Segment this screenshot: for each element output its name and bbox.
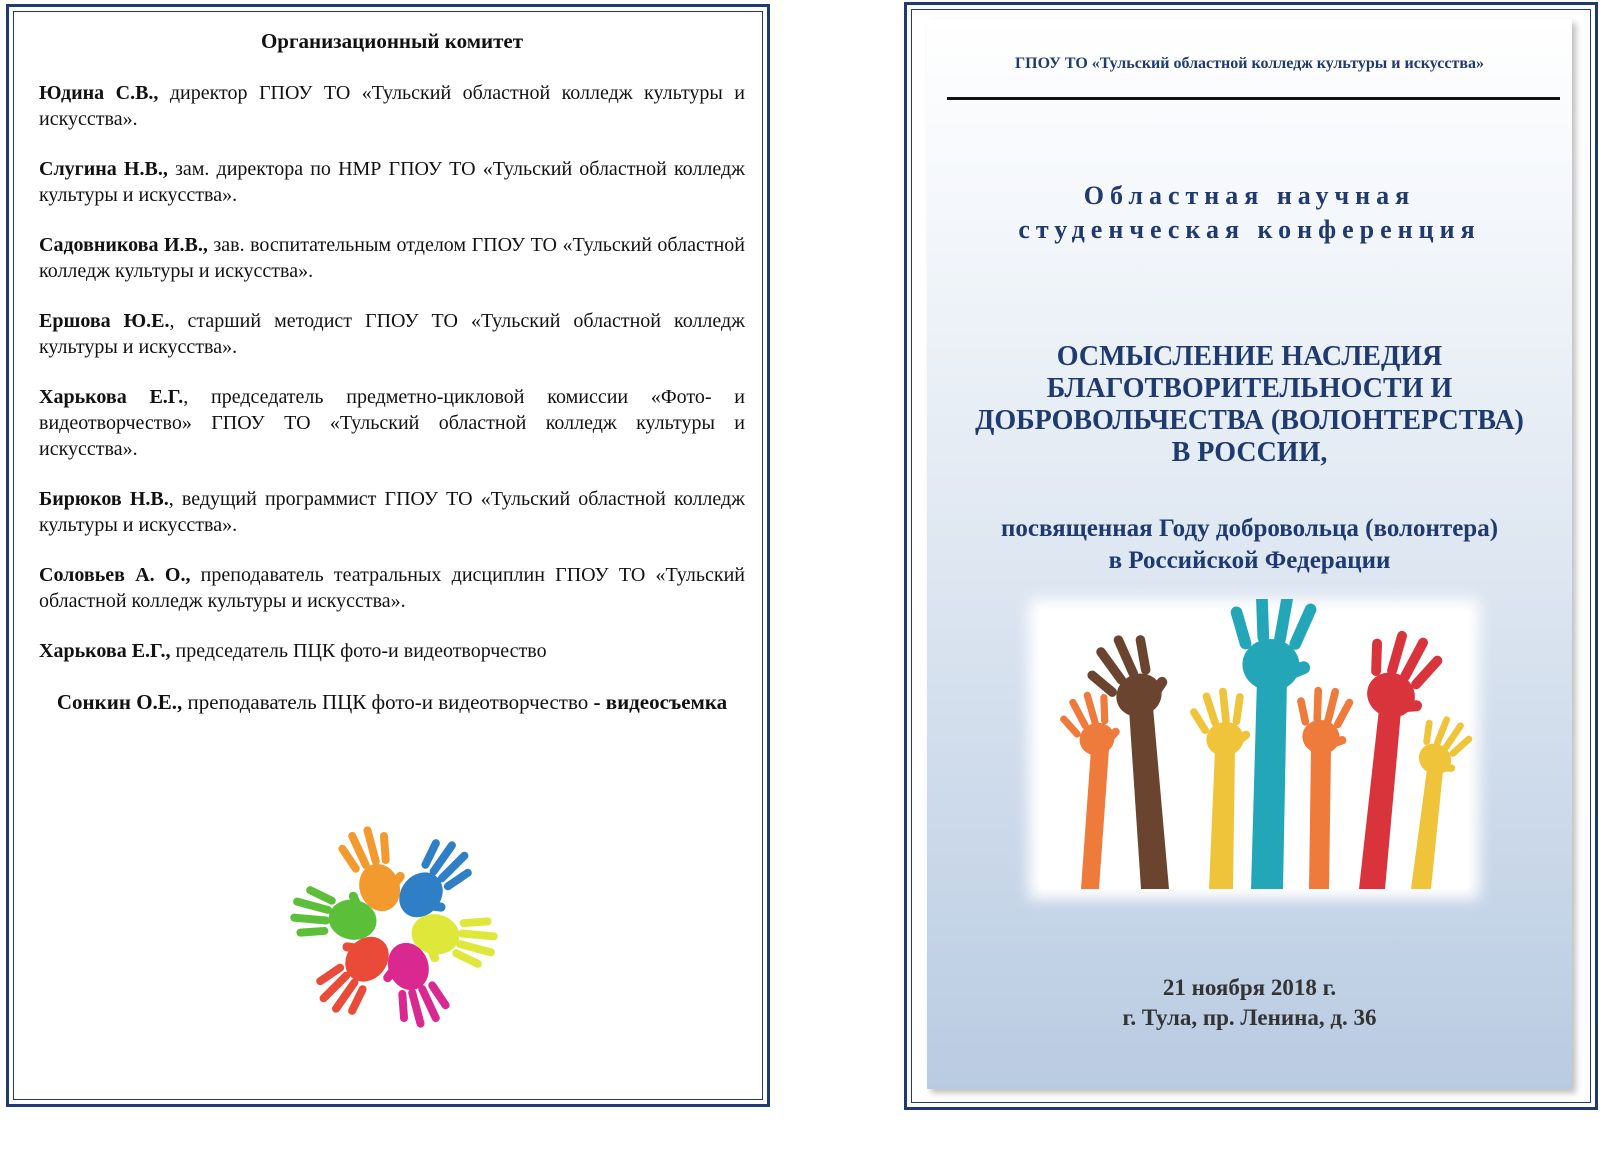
title-line: ОСМЫСЛЕНИЕ НАСЛЕДИЯ bbox=[1056, 341, 1443, 372]
dedication-line: посвященная Году добровольца (волонтера) bbox=[1000, 515, 1499, 542]
member-position: преподаватель театральных дисциплин ГПОУ ТО «Тульский областной колледж культуры и искусства». bbox=[39, 564, 745, 612]
member-name: Садовникова И.В., bbox=[39, 234, 208, 256]
committee-member bbox=[39, 562, 745, 614]
committee-title: Организационный комитет bbox=[260, 29, 524, 53]
event-address: г. Тула, пр. Ленина, д. 36 bbox=[1122, 1005, 1377, 1030]
member-position: зав. воспитательным отделом ГПОУ ТО «Тульский областной колледж культуры и искусства». bbox=[39, 234, 745, 282]
member-position: директор ГПОУ ТО «Тульский областной колледж культуры и искусства». bbox=[39, 82, 745, 130]
raised-hands-icon bbox=[1029, 599, 1479, 889]
committee-member bbox=[39, 486, 745, 538]
member-name: Харькова Е.Г., bbox=[39, 640, 171, 662]
committee-member-video bbox=[39, 688, 745, 717]
committee-member bbox=[39, 80, 745, 132]
committee-member bbox=[39, 308, 745, 360]
member-name: Слугина Н.В., bbox=[39, 158, 168, 180]
hands-circle-icon bbox=[259, 807, 539, 1047]
event-date-place bbox=[927, 973, 1572, 1033]
conference-type-line: студенческая конференция bbox=[1018, 215, 1481, 244]
divider bbox=[947, 97, 1560, 100]
member-name: Соловьев А. О., bbox=[39, 564, 191, 586]
organizing-committee bbox=[39, 29, 745, 717]
member-position: зам. директора по НМР ГПОУ ТО «Тульский областной колледж культуры и искусства». bbox=[39, 158, 745, 206]
left-page bbox=[6, 4, 770, 1107]
committee-member bbox=[39, 384, 745, 462]
raised-hands-illustration bbox=[1039, 609, 1469, 889]
cover-panel bbox=[927, 19, 1572, 1089]
conference-type bbox=[927, 179, 1572, 247]
title-line: В РОССИИ, bbox=[1171, 437, 1328, 468]
cover-page bbox=[904, 2, 1598, 1110]
member-name: Ершова Ю.Е. bbox=[39, 310, 170, 332]
member-role: - видеосъемка bbox=[593, 690, 728, 714]
title-line: БЛАГОТВОРИТЕЛЬНОСТИ И bbox=[1046, 373, 1453, 404]
member-name: Юдина С.В., bbox=[39, 82, 159, 104]
member-position: , председатель предметно-цикловой комиссии «Фото- и видеотворчество» ГПОУ ТО «Тульский областной колледж культуры и искусства». bbox=[39, 386, 745, 460]
member-name: Сонкин О.Е., bbox=[56, 690, 183, 714]
committee-member bbox=[39, 232, 745, 284]
member-position: преподаватель ПЦК фото-и видеотворчество bbox=[182, 690, 594, 714]
member-position: , ведущий программист ГПОУ ТО «Тульский областной колледж культуры и искусства». bbox=[39, 488, 745, 536]
dedication bbox=[927, 513, 1572, 577]
title-line: ДОБРОВОЛЬЧЕСТВА (ВОЛОНТЕРСТВА) bbox=[975, 405, 1524, 436]
member-name: Бирюков Н.В. bbox=[39, 488, 169, 510]
member-position: председатель ПЦК фото-и видеотворчество bbox=[170, 640, 547, 662]
dedication-line: в Российской Федерации bbox=[1108, 547, 1391, 574]
member-name: Харькова Е.Г. bbox=[39, 386, 184, 408]
college-name: ГПОУ ТО «Тульский областной колледж культуры и искусства» bbox=[1014, 55, 1484, 72]
committee-member bbox=[39, 156, 745, 208]
conference-title bbox=[927, 341, 1572, 469]
event-date: 21 ноября 2018 г. bbox=[1162, 975, 1337, 1000]
committee-member bbox=[39, 638, 745, 664]
conference-type-line: Областная научная bbox=[1083, 181, 1416, 210]
member-position: , старший методист ГПОУ ТО «Тульский областной колледж культуры и искусства». bbox=[39, 310, 745, 358]
